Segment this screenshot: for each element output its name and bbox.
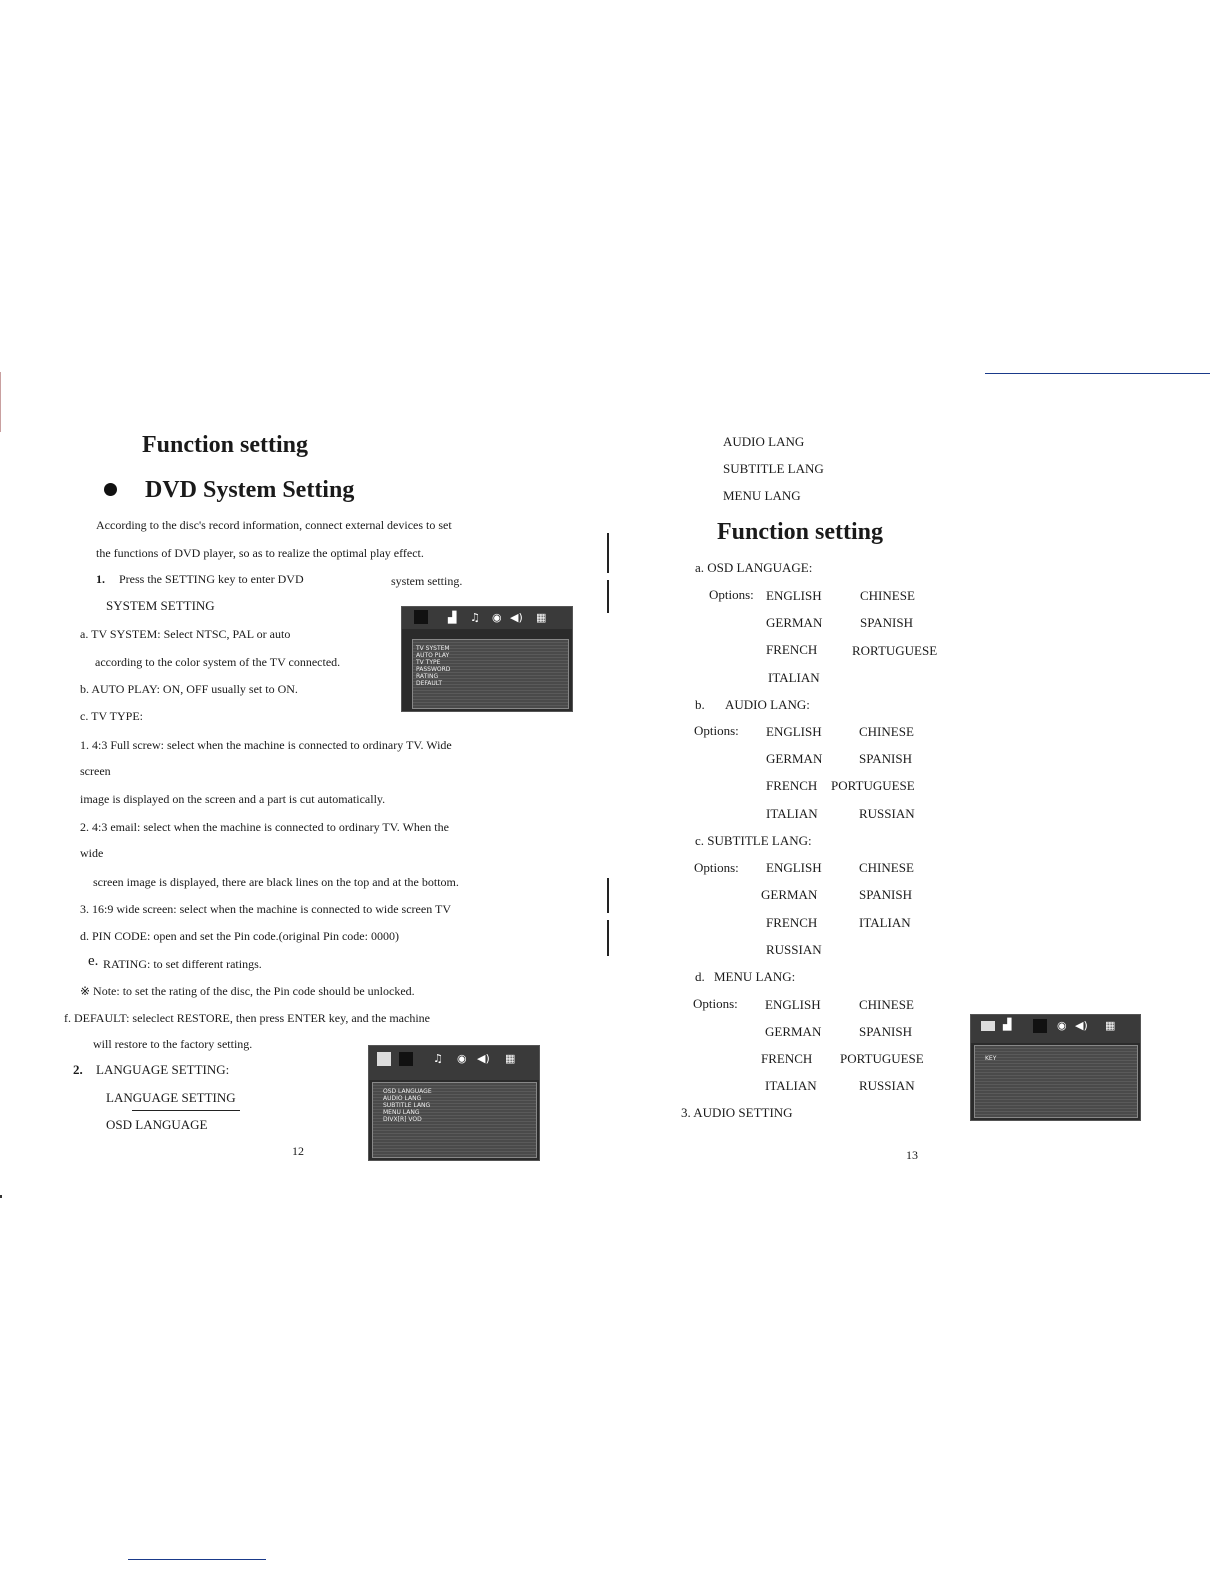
disc-icon: ◉ <box>1057 1019 1067 1032</box>
tv-icon <box>981 1021 995 1031</box>
osd-language-label: OSD LANGUAGE <box>106 1117 208 1132</box>
option-item: FRENCH <box>766 778 818 793</box>
auto-play-line: b. AUTO PLAY: ON, OFF usually set to ON. <box>80 682 298 696</box>
line-43-full: 1. 4:3 Full screw: select when the machine is connected to ordinary TV. Wide <box>80 738 452 752</box>
volume-icon: ◀) <box>510 611 523 624</box>
option-item: ITALIAN <box>859 915 911 930</box>
option-item: CHINESE <box>859 724 914 739</box>
grid-icon: ▦ <box>536 611 547 624</box>
option-item: SPANISH <box>859 887 912 902</box>
line-wide: wide <box>80 846 104 860</box>
step2-number: 2. <box>73 1062 83 1077</box>
option-item: CHINESE <box>859 860 914 875</box>
step1-number: 1. <box>96 572 105 586</box>
music-icon: ♫ <box>470 611 480 624</box>
option-item: ITALIAN <box>766 806 818 821</box>
option-item: SPANISH <box>859 751 912 766</box>
intro-line-2: the functions of DVD player, so as to realize the optimal play effect. <box>96 546 424 560</box>
audio-lang-letter: b. <box>695 697 705 712</box>
option-item: ENGLISH <box>766 860 822 875</box>
option-item: ENGLISH <box>766 588 822 603</box>
speaker-icon <box>399 1052 413 1066</box>
binding-mark <box>607 533 609 573</box>
menu-lang-letter: d. <box>695 969 705 984</box>
speaker-person-icon: ▟ <box>448 611 457 624</box>
subtitle-lang-label: SUBTITLE LANG <box>723 461 824 476</box>
underline-divider <box>132 1110 240 1111</box>
osd-menu-panel <box>974 1045 1138 1118</box>
top-blue-rule <box>985 373 1210 374</box>
page-number-right: 13 <box>906 1148 918 1162</box>
left-heading: Function setting <box>142 432 309 458</box>
line-screen: screen <box>80 764 111 778</box>
audio-lang-label: AUDIO LANG <box>723 434 805 449</box>
bottom-blue-rule <box>128 1559 266 1560</box>
menu-item: PASSWORD <box>416 666 451 673</box>
default-line-2: will restore to the factory setting. <box>93 1037 253 1051</box>
option-item: SPANISH <box>859 1024 912 1039</box>
music-icon: ♫ <box>433 1052 443 1065</box>
left-subheading: DVD System Setting <box>145 477 355 503</box>
right-heading: Function setting <box>717 519 884 545</box>
menu-item: MENU LANG <box>383 1109 420 1116</box>
subtitle-lang-heading: c. SUBTITLE LANG: <box>695 833 812 848</box>
system-setting-label: SYSTEM SETTING <box>106 598 215 613</box>
menu-item: RATING <box>416 673 439 680</box>
line-43-email: 2. 4:3 email: select when the machine is connected to ordinary TV. When the <box>80 820 449 834</box>
binding-mark <box>607 580 609 613</box>
line-169: 3. 16:9 wide screen: select when the machine is connected to wide screen TV <box>80 902 451 916</box>
step2-text: LANGUAGE SETTING: <box>96 1062 230 1077</box>
option-item: ITALIAN <box>765 1078 817 1093</box>
option-item: GERMAN <box>766 751 823 766</box>
menu-lang-heading: MENU LANG: <box>714 969 796 984</box>
option-item: FRENCH <box>761 1051 813 1066</box>
osd-menu-list <box>416 645 450 687</box>
grid-icon: ▦ <box>505 1052 516 1065</box>
menu-item: TV SYSTEM <box>416 645 450 652</box>
note-line: ※ Note: to set the rating of the disc, the Pin code should be unlocked. <box>80 984 415 998</box>
option-item: RUSSIAN <box>859 1078 915 1093</box>
menu-item: OSD LANGUAGE <box>383 1088 432 1095</box>
menu-item: AUTO PLAY <box>416 652 450 659</box>
options-label: Options: <box>694 860 739 875</box>
binding-mark <box>607 920 609 956</box>
tv-system-line: a. TV SYSTEM: Select NTSC, PAL or auto <box>80 627 291 641</box>
options-label: Options: <box>694 723 739 738</box>
audio-setting-heading: 3. AUDIO SETTING <box>681 1105 793 1120</box>
tv-icon <box>377 1052 391 1066</box>
option-item: GERMAN <box>765 1024 822 1039</box>
option-item: SPANISH <box>860 615 913 630</box>
osd-menu-list <box>383 1088 432 1123</box>
bullet-icon <box>104 483 117 496</box>
tv-system-line-2: according to the color system of the TV connected. <box>95 655 341 669</box>
option-item: PORTUGUESE <box>840 1051 924 1066</box>
volume-icon: ◀) <box>477 1052 490 1065</box>
disc-icon: ◉ <box>457 1052 467 1065</box>
rating-line: RATING: to set different ratings. <box>103 957 262 971</box>
option-item: CHINESE <box>859 997 914 1012</box>
option-item: RUSSIAN <box>766 942 822 957</box>
disc-icon: ◉ <box>492 611 502 624</box>
menu-item: DIVX[R] VOD <box>383 1116 422 1123</box>
option-item: GERMAN <box>761 887 818 902</box>
default-line-1: f. DEFAULT: seleclect RESTORE, then press ENTER key, and the machine <box>64 1011 430 1025</box>
rating-letter: e. <box>88 953 99 969</box>
binding-mark <box>607 878 609 913</box>
option-item: GERMAN <box>766 615 823 630</box>
scan-edge-mark <box>0 372 1 432</box>
audio-lang-heading: AUDIO LANG: <box>725 697 810 712</box>
option-item: RUSSIAN <box>859 806 915 821</box>
language-setting-label: LANGUAGE SETTING <box>106 1090 236 1105</box>
option-item: RORTUGUESE <box>852 643 938 658</box>
menu-item: KEY <box>985 1055 997 1062</box>
option-item: ENGLISH <box>765 997 821 1012</box>
step1-text: Press the SETTING key to enter DVD <box>119 572 304 586</box>
scan-dot <box>0 1195 2 1198</box>
audio-setting-screenshot <box>970 1014 1141 1121</box>
volume-icon: ◀) <box>1075 1019 1088 1032</box>
option-item: ENGLISH <box>766 724 822 739</box>
menu-item: DEFAULT <box>416 680 442 687</box>
option-item: PORTUGUESE <box>831 778 915 793</box>
page-number-left: 12 <box>292 1144 304 1158</box>
option-item: FRENCH <box>766 642 818 657</box>
menu-lang-label: MENU LANG <box>723 488 801 503</box>
option-item: CHINESE <box>860 588 915 603</box>
options-label: Options: <box>693 996 738 1011</box>
line-black-lines: screen image is displayed, there are black lines on the top and at the bottom. <box>93 875 459 889</box>
pin-code-line: d. PIN CODE: open and set the Pin code.(original Pin code: 0000) <box>80 929 399 943</box>
osd-menu-list <box>985 1055 996 1062</box>
music-icon <box>1033 1019 1047 1033</box>
tv-icon <box>414 610 428 624</box>
options-label: Options: <box>709 587 754 602</box>
tv-type-line: c. TV TYPE: <box>80 709 144 723</box>
intro-line-1: According to the disc's record information, connect external devices to set <box>96 518 452 532</box>
option-item: FRENCH <box>766 915 818 930</box>
osd-lang-heading: a. OSD LANGUAGE: <box>695 560 813 575</box>
step1-tail: system setting. <box>391 574 463 588</box>
grid-icon: ▦ <box>1105 1019 1116 1032</box>
menu-item: AUDIO LANG <box>383 1095 422 1102</box>
menu-item: TV TYPE <box>416 659 441 666</box>
speaker-person-icon: ▟ <box>1003 1018 1012 1031</box>
system-setting-screenshot <box>401 606 573 712</box>
language-setting-screenshot <box>368 1045 540 1161</box>
line-image: image is displayed on the screen and a part is cut automatically. <box>80 792 386 806</box>
option-item: ITALIAN <box>768 670 820 685</box>
menu-item: SUBTITLE LANG <box>383 1102 431 1109</box>
